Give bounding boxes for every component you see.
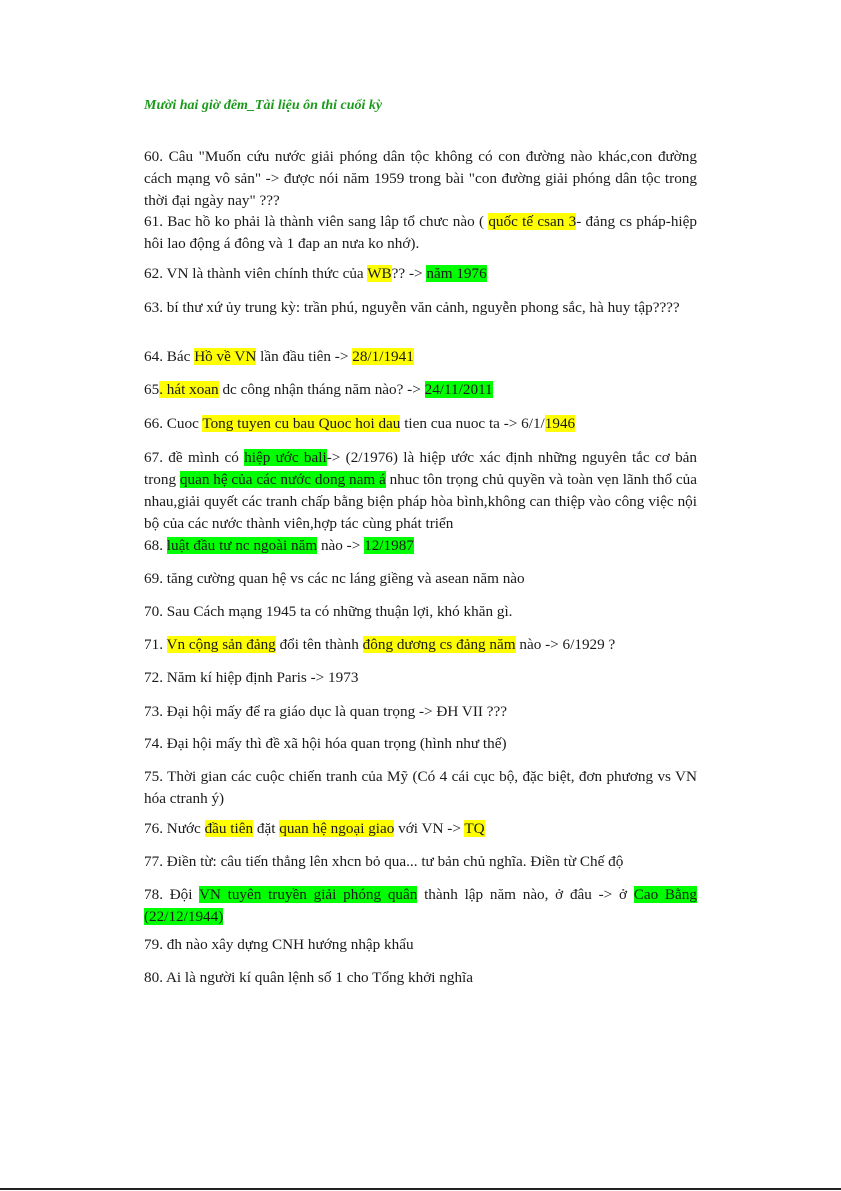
- question-62-text-2: ?? ->: [391, 265, 427, 282]
- question-61-text-2: - đảng cs pháp-hiệp hôi lao động á đông và 1 đap an nưa ko nhớ).: [144, 213, 697, 252]
- question-76: [144, 818, 697, 840]
- highlight-yellow: Tong tuyen cu bau Quoc hoi dau: [202, 415, 401, 432]
- highlight-yellow: 1946: [544, 415, 576, 432]
- question-80: [144, 967, 697, 989]
- highlight-yellow: 28/1/1941: [352, 348, 414, 365]
- question-62: [144, 263, 697, 285]
- question-68-text-2: nào ->: [317, 537, 365, 554]
- question-74-text: 74. Đại hội mấy thì đề xã hội hóa quan trọng (hình như thế): [144, 735, 507, 752]
- question-71: [144, 634, 697, 656]
- highlight-green: hiệp ước bali: [244, 449, 327, 466]
- highlight-yellow: . hát xoan: [159, 381, 219, 398]
- question-65: [144, 379, 697, 401]
- question-64-text: 64. Bác: [144, 348, 195, 365]
- question-79: [144, 934, 697, 956]
- question-70-text: 70. Sau Cách mạng 1945 ta có những thuận lợi, khó khăn gì.: [144, 603, 513, 620]
- question-67-text-3: nhuc tôn trọng chủ quyền và toàn vẹn lãnh thổ của nhau,giải quyết các tranh chấp bằng biện pháp hòa bình,không can thiệp vào công việc nội bộ của các nước thành viên,hợp tác cùng phát triển: [144, 471, 698, 532]
- question-73-text: 73. Đại hội mấy để ra giáo dục là quan trọng -> ĐH VII ???: [144, 703, 507, 720]
- document-header: Mười hai giờ đêm_Tài liệu ôn thi cuối kỳ: [144, 98, 383, 113]
- question-66-text-2: tien cua nuoc ta -> 6/1/: [400, 415, 545, 432]
- question-72-text: 72. Năm kí hiệp định Paris -> 1973: [144, 669, 359, 686]
- highlight-yellow: Hồ về VN: [194, 348, 257, 365]
- question-73: [144, 701, 697, 723]
- question-70: [144, 601, 697, 623]
- question-78-text-2: thành lập năm nào, ở đâu -> ở: [417, 886, 634, 903]
- question-71-text-3: nào -> 6/1929 ?: [515, 636, 616, 653]
- question-61-text: 61. Bac hồ ko phải là thành viên sang lâp tổ chưc nào (: [144, 213, 489, 230]
- highlight-green: luật đầu tư nc ngoài năm: [166, 537, 318, 554]
- question-71-text-2: đổi tên thành: [275, 636, 363, 653]
- question-76-text-3: với VN ->: [394, 820, 465, 837]
- question-68-text: 68.: [144, 537, 167, 554]
- question-69-text: 69. tăng cường quan hệ vs các nc láng giềng và asean năm nào: [144, 570, 525, 587]
- question-61: [144, 211, 697, 255]
- highlight-yellow: quốc tế csan 3: [488, 213, 577, 230]
- question-64-text-2: lần đầu tiên ->: [256, 348, 353, 365]
- question-60-text: 60. Câu "Muốn cứu nước giải phóng dân tộc không có con đường nào khác,con đường cách mạng vô sản" -> được nói năm 1959 trong bài "con đường giải phóng dân tộc trong thời đại ngày nay" ???: [144, 148, 697, 209]
- question-65-text-2: dc công nhận tháng năm nào? ->: [218, 381, 425, 398]
- highlight-green: 12/1987: [364, 537, 414, 554]
- question-75-text: 75. Thời gian các cuộc chiến tranh của Mỹ (Có 4 cái cục bộ, đặc biệt, đơn phương vs VN hóa ctranh ý): [144, 768, 697, 807]
- question-66: [144, 413, 697, 435]
- question-67-text: 67. đề mình có: [144, 449, 245, 466]
- question-71-text: 71.: [144, 636, 167, 653]
- question-72: [144, 667, 697, 689]
- question-76-text: 76. Nước: [144, 820, 205, 837]
- question-67: [144, 447, 697, 535]
- highlight-green: quan hệ của các nước dong nam á: [179, 471, 386, 488]
- question-77-text: 77. Điền từ: câu tiến thẳng lên xhcn bỏ qua... tư bản chủ nghĩa. Điền từ Chế độ: [144, 853, 624, 870]
- question-76-text-2: đặt: [253, 820, 280, 837]
- question-62-text: 62. VN là thành viên chính thức của: [144, 265, 368, 282]
- page-bottom-divider: [0, 1188, 841, 1190]
- question-69: [144, 568, 697, 590]
- question-68: [144, 535, 697, 557]
- highlight-green: Cao Bằng (22/12/1944): [144, 886, 697, 925]
- question-77: [144, 851, 697, 873]
- question-63-text: 63. bí thư xứ ủy trung kỳ: trần phú, nguyễn văn cảnh, nguyễn phong sắc, hà huy tập????: [144, 299, 680, 316]
- highlight-yellow: WB: [367, 265, 392, 282]
- question-67-text-2: -> (2/1976) là hiệp ước xác định những nguyên tắc cơ bản trong: [144, 449, 697, 488]
- highlight-yellow: Vn cộng sản đảng: [166, 636, 276, 653]
- question-80-text: 80. Ai là người kí quân lệnh số 1 cho Tổng khởi nghĩa: [144, 969, 473, 986]
- highlight-yellow: quan hệ ngoại giao: [279, 820, 395, 837]
- question-75: [144, 766, 697, 810]
- highlight-yellow: đông dương cs đảng năm: [362, 636, 516, 653]
- highlight-yellow: TQ: [464, 820, 485, 837]
- highlight-green: năm 1976: [426, 265, 487, 282]
- highlight-yellow: đầu tiên: [204, 820, 254, 837]
- question-60: [144, 146, 697, 212]
- question-64: [144, 346, 697, 368]
- highlight-green: 24/11/2011: [424, 381, 493, 398]
- question-78: [144, 884, 697, 928]
- question-74: [144, 733, 697, 755]
- question-65-text: 65: [144, 381, 160, 398]
- question-66-text: 66. Cuoc: [144, 415, 203, 432]
- question-78-text: 78. Đội: [144, 886, 199, 903]
- question-63: [144, 297, 697, 319]
- highlight-green: VN tuyên truyền giải phóng quân: [198, 886, 418, 903]
- question-79-text: 79. đh nào xây dựng CNH hướng nhập khẩu: [144, 936, 414, 953]
